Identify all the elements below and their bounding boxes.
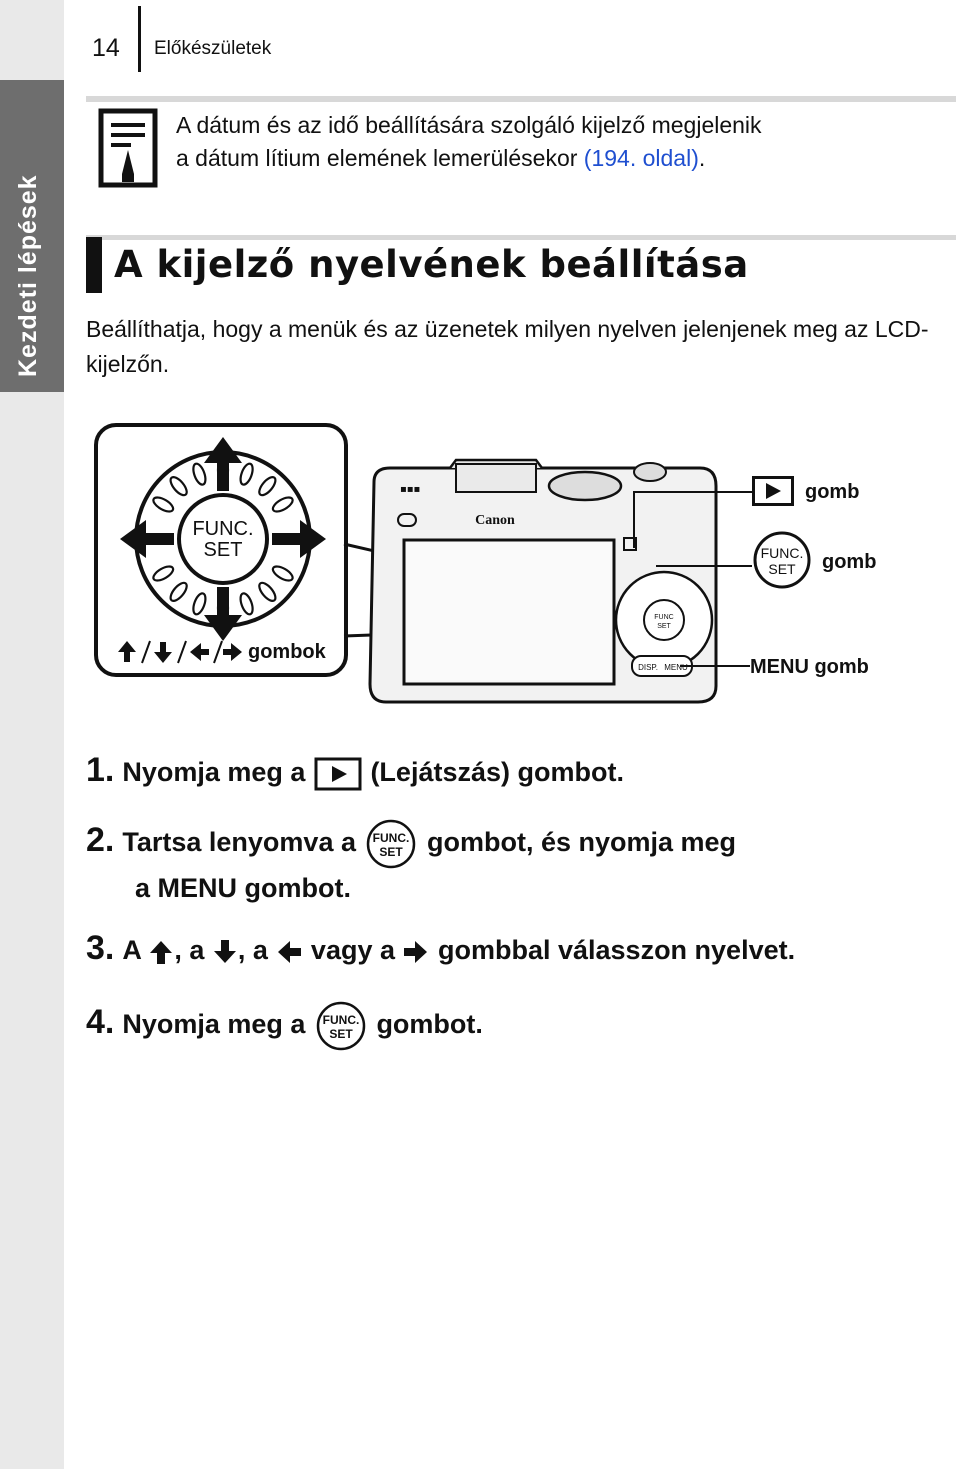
note-rule-bottom — [86, 235, 956, 240]
section-title: A kijelző nyelvének beállítása — [114, 243, 749, 286]
step-4-number: 4. — [86, 1003, 115, 1042]
svg-text:FUNC.: FUNC. — [322, 1013, 360, 1027]
func-set-button-icon — [752, 530, 812, 590]
func-set-button-icon — [313, 1000, 369, 1052]
step-3-text-4: vagy a — [303, 935, 403, 965]
func-set-button-icon — [363, 818, 419, 870]
note-line-2 — [176, 142, 946, 175]
header-divider — [138, 6, 141, 72]
note-line-1: A dátum és az idő beállítására szolgáló kijelző megjelenik — [176, 112, 762, 138]
note-text — [176, 109, 946, 175]
label-leader-lines — [620, 478, 760, 678]
step-2-text-before: Tartsa lenyomva a — [122, 827, 364, 858]
step-4 — [86, 1000, 483, 1052]
arrow-down-icon — [212, 938, 238, 966]
play-button-icon — [752, 476, 794, 506]
step-1-text-before: Nyomja meg a — [122, 757, 313, 787]
camera-menu-text: MENU — [664, 663, 688, 672]
camera-func-text: FUNC — [654, 614, 674, 621]
section-intro: Beállíthatja, hogy a menük és az üzenetek milyen nyelven jelenjenek meg az LCD-kijelzőn. — [86, 316, 929, 377]
dpad-icon — [98, 427, 344, 673]
arrow-left-icon — [275, 939, 303, 965]
step-2-text-after: gombot, és nyomja meg — [419, 827, 737, 858]
dpad-caption-text: gombok — [248, 640, 326, 663]
arrow-up-icon — [148, 938, 174, 966]
step-3-text-1: A — [122, 935, 149, 965]
svg-text:▪▪▪: ▪▪▪ — [400, 484, 421, 495]
svg-text:FUNC.: FUNC. — [760, 545, 804, 561]
camera-disp-text: DISP. — [638, 663, 658, 672]
step-2-line-2: a MENU gombot. — [135, 873, 351, 903]
step-3-text-3: , a — [237, 935, 276, 965]
svg-text:SET: SET — [768, 561, 796, 577]
note-line-2-text: a dátum lítium elemének lemerülésekor — [176, 145, 584, 171]
step-2-number: 2. — [86, 821, 115, 860]
play-button-icon — [313, 756, 363, 792]
svg-text:SET: SET — [329, 1027, 353, 1041]
note-pencil-icon — [98, 108, 158, 188]
page-number: 14 — [92, 34, 120, 62]
step-1-number: 1. — [86, 751, 115, 789]
note-line-2-period: . — [698, 145, 706, 171]
svg-text:SET: SET — [379, 845, 404, 859]
menu-button-label: MENU gomb — [750, 656, 869, 678]
step-4-text-before: Nyomja meg a — [122, 1009, 313, 1040]
dpad-set-label: SET — [203, 539, 243, 561]
page-reference-link[interactable]: (194. oldal) — [583, 145, 699, 171]
section-title-bar — [86, 237, 102, 293]
running-header: Előkészületek — [154, 38, 272, 59]
side-tab-label: Kezdeti lépések — [14, 174, 42, 377]
svg-text:FUNC.: FUNC. — [373, 831, 410, 845]
step-2 — [86, 818, 736, 906]
dpad-func-label: FUNC. — [192, 518, 254, 540]
camera-brand-logo: Canon — [475, 513, 515, 528]
func-set-button-label: gomb — [822, 551, 877, 573]
side-tab — [0, 0, 64, 1469]
step-3-text-5: gombbal válasszon nyelvet. — [430, 935, 796, 965]
camera-set-text: SET — [657, 623, 671, 630]
step-3-number: 3. — [86, 929, 115, 967]
step-3 — [86, 930, 795, 968]
dpad-figure-frame — [94, 423, 348, 677]
step-4-text-after: gombot. — [368, 1009, 483, 1040]
dpad-caption — [116, 639, 326, 665]
step-3-text-2: , a — [174, 935, 212, 965]
step-1 — [86, 752, 624, 792]
play-button-label: gomb — [805, 481, 860, 503]
arrow-right-icon — [402, 939, 430, 965]
arrow-keys-icon — [116, 639, 242, 665]
step-1-text-after: (Lejátszás) gombot. — [362, 757, 624, 787]
note-rule-top — [86, 96, 956, 102]
